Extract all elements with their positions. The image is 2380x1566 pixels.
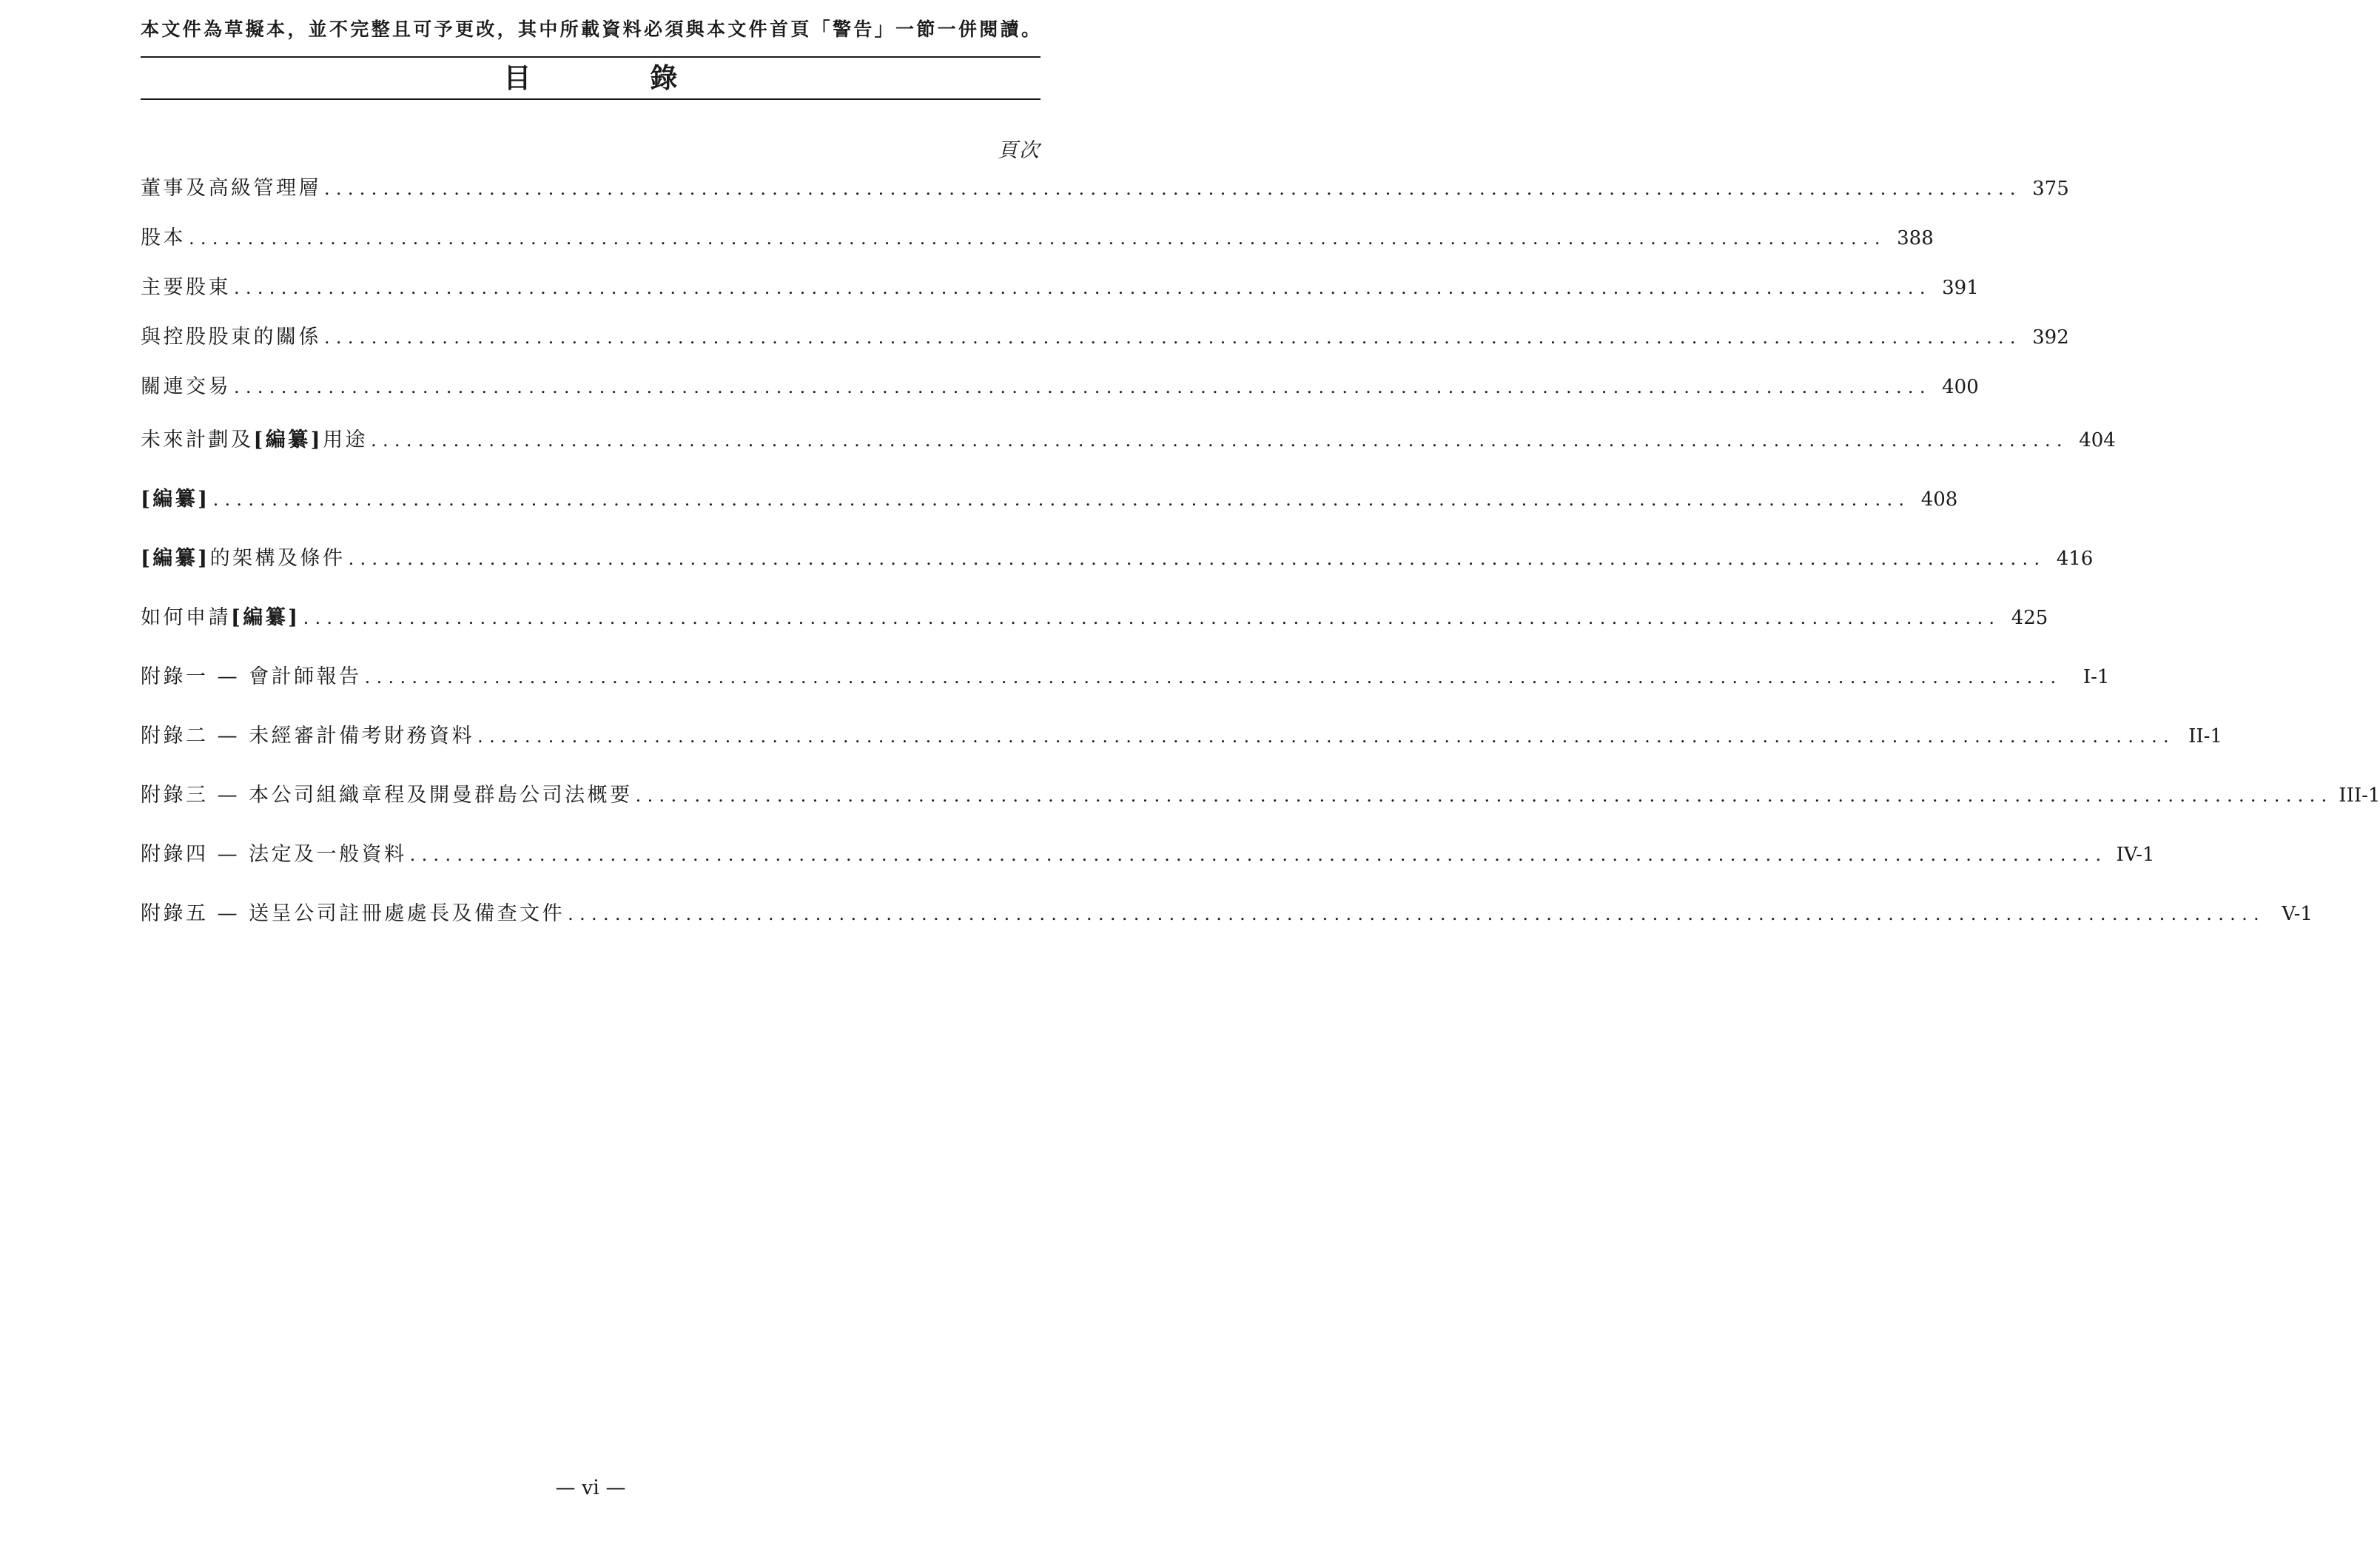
toc-entry[interactable] <box>141 661 2110 693</box>
dot-leader: ................................................................................................................................................ <box>568 904 2265 924</box>
toc-entry-title-text: 附錄四 — 法定及一般資料 <box>141 843 407 866</box>
toc-entry-title <box>141 661 362 693</box>
toc-entry-title <box>141 898 565 930</box>
toc-entry-page: 425 <box>2011 607 2048 629</box>
toc-entry-title-text: 附錄五 — 送呈公司註冊處處長及備查文件 <box>141 902 565 925</box>
toc-entry[interactable] <box>141 720 2222 753</box>
toc-entry-page: 400 <box>1942 376 1979 398</box>
toc-entry-title <box>141 720 474 753</box>
dot-leader: ................................................................................................................................................ <box>234 377 1932 397</box>
dot-leader: ................................................................................................................................................ <box>324 178 2022 199</box>
toc-entry-page: 392 <box>2032 326 2069 349</box>
toc-entry[interactable] <box>141 898 2313 930</box>
dot-leader: ................................................................................................................................................ <box>212 489 1911 510</box>
toc-entry-title-text: 未來計劃及 <box>141 429 254 451</box>
toc-entry[interactable] <box>141 602 2048 634</box>
toc-entry[interactable] <box>141 222 1934 255</box>
toc-entry-page: I-1 <box>2082 666 2110 688</box>
toc-entry-title-text: 關連交易 <box>141 375 231 398</box>
redacted-marker: [編纂] <box>141 547 210 570</box>
toc-entry[interactable] <box>141 483 1958 516</box>
toc-entry[interactable] <box>141 272 1979 304</box>
toc-entry-title <box>141 272 231 304</box>
toc-entry-title <box>141 542 346 575</box>
toc-entry-title-text: 股本 <box>141 226 186 249</box>
toc-entry-title-text: 主要股東 <box>141 276 231 299</box>
toc-entry-title-text: 用途 <box>323 429 369 451</box>
toc-entry-title-text: 附錄一 — 會計師報告 <box>141 665 362 688</box>
dot-leader: ................................................................................................................................................ <box>303 608 2001 628</box>
toc-entry-title <box>141 483 210 516</box>
toc-entry-page: 404 <box>2079 429 2116 451</box>
toc-entry-page: II-1 <box>2188 725 2222 747</box>
header-rule-top <box>141 56 1041 58</box>
toc-entry[interactable] <box>141 371 1979 403</box>
toc-entry-title <box>141 222 186 255</box>
toc-entry-title <box>141 172 321 205</box>
draft-disclaimer: 本文件為草擬本，並不完整且可予更改，其中所載資料必須與本文件首頁「警告」一節一併閱讀。 <box>141 19 1041 40</box>
toc-entry-title <box>141 839 407 871</box>
toc-entry[interactable] <box>141 321 2069 354</box>
toc-entry[interactable] <box>141 779 2380 812</box>
dot-leader: ................................................................................................................................................ <box>348 548 2046 569</box>
redacted-marker: [編纂] <box>253 429 323 451</box>
redacted-marker: [編纂] <box>141 488 210 511</box>
footer-page-number: — vi — <box>555 1476 626 1499</box>
toc-entry-title <box>141 371 231 403</box>
toc-entry-title-text: 與控股股東的關係 <box>141 326 321 349</box>
toc-entry-title-text: 如何申請 <box>141 606 231 629</box>
dot-leader: ................................................................................................................................................ <box>635 785 2333 806</box>
dot-leader: ................................................................................................................................................ <box>189 228 1886 249</box>
toc-entry-title <box>141 779 633 812</box>
dot-leader: ................................................................................................................................................ <box>409 844 2108 865</box>
toc-entry-title-text: 附錄二 — 未經審計備考財務資料 <box>141 725 475 747</box>
toc-entry-page: 416 <box>2056 548 2094 570</box>
dot-leader: ................................................................................................................................................ <box>477 726 2175 747</box>
toc-entry-title <box>141 321 321 354</box>
toc-entry-page: IV-1 <box>2116 844 2155 866</box>
page-title: 目 錄 <box>503 61 733 94</box>
toc-entry[interactable] <box>141 424 2116 457</box>
dot-leader: ................................................................................................................................................ <box>364 667 2063 688</box>
toc-entry-page: 375 <box>2032 178 2069 200</box>
header-rule-bottom <box>141 98 1041 100</box>
toc-entry-page: 388 <box>1897 227 1934 249</box>
toc-entry[interactable] <box>141 839 2155 871</box>
redacted-marker: [編纂] <box>231 606 300 629</box>
toc-entry-title-text: 附錄三 — 本公司組織章程及開曼群島公司法概要 <box>141 784 633 807</box>
toc-entry-title-text: 董事及高級管理層 <box>141 177 321 200</box>
toc-entry-page: V-1 <box>2282 903 2313 925</box>
toc-entry-page: 391 <box>1942 277 1979 299</box>
dot-leader: ................................................................................................................................................ <box>324 327 2022 348</box>
page-column-label: 頁次 <box>998 139 1041 162</box>
dot-leader: ................................................................................................................................................ <box>371 430 2068 451</box>
toc-entry-title-text: 的架構及條件 <box>209 547 346 570</box>
toc-entry-page: III-1 <box>2339 784 2380 807</box>
dot-leader: ................................................................................................................................................ <box>234 278 1932 298</box>
toc-entry-title <box>141 424 368 457</box>
toc-entry[interactable] <box>141 172 2069 205</box>
toc-entry[interactable] <box>141 542 2094 575</box>
document-page <box>141 0 2380 1566</box>
toc-entry-title <box>141 602 300 634</box>
toc-entry-page: 408 <box>1920 488 1958 511</box>
